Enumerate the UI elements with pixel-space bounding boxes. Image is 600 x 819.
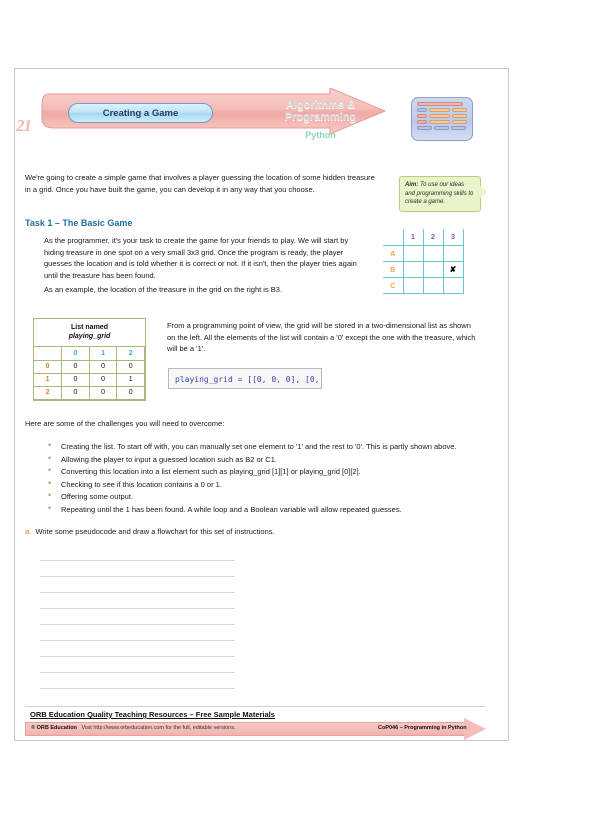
- list-col-header: 2: [117, 347, 145, 360]
- answer-line[interactable]: [40, 545, 235, 561]
- list-cell: 0: [89, 373, 117, 386]
- list-cell: 0: [62, 360, 90, 373]
- list-col-header: 0: [62, 347, 90, 360]
- list-table-title-line1: List named: [71, 324, 108, 331]
- grid-cell: [423, 245, 443, 261]
- grid-cell: [443, 277, 463, 293]
- grid-cell-treasure-mark: ✘: [443, 261, 463, 277]
- subject-label: Algorithms & Programming: [284, 99, 357, 123]
- list-item: • Checking to see if this location contains a 0 or 1.: [46, 479, 491, 491]
- grid-cell: [403, 245, 423, 261]
- footer-visit-text: Visit http://www.orbeducation.com for the full, editable versions.: [81, 725, 236, 731]
- list-cell: 1: [117, 373, 145, 386]
- question-letter: a.: [25, 527, 32, 536]
- footer-doc-code: CoP046 – Programming in Python: [378, 725, 467, 731]
- list-cell: 0: [89, 360, 117, 373]
- challenges-list: [46, 441, 491, 516]
- two-dimensional-list-paragraph: From a programming point of view, the grid will be stored in a two-dimensional list as shown on the left. All the elements of the list will contain a '0' except the one with the treasure, which will be a '1'.: [167, 321, 476, 353]
- list-cell: 0: [62, 386, 90, 399]
- list-cell: 0: [89, 386, 117, 399]
- answer-line[interactable]: [40, 609, 235, 625]
- answer-line[interactable]: [40, 593, 235, 609]
- table-row: [34, 386, 145, 399]
- intro-paragraph: We're going to create a simple game that involves a player guessing the location of some hidden treasure in a grid. Once you have built the game, you can develop it in any way that you choose.: [25, 173, 375, 194]
- list-row-header: 1: [34, 373, 62, 386]
- aim-callout-tail: [480, 186, 487, 198]
- grid-col-header: 3: [443, 229, 463, 245]
- grid-cell: [423, 277, 443, 293]
- list-item: • Offering some output.: [46, 491, 491, 503]
- table-row: [34, 373, 145, 386]
- list-cell: 0: [117, 360, 145, 373]
- table-row: [34, 360, 145, 373]
- answer-line[interactable]: [40, 577, 235, 593]
- table-row: [34, 347, 145, 360]
- grid-col-header: 2: [423, 229, 443, 245]
- answer-line[interactable]: [40, 561, 235, 577]
- grid-row-header: A: [383, 245, 403, 261]
- grid-corner-cell: [383, 229, 403, 245]
- table-row: [383, 277, 463, 293]
- answer-line[interactable]: [40, 673, 235, 689]
- list-table-title: [34, 319, 145, 347]
- playing-grid-table: [34, 347, 145, 400]
- list-row-header: 2: [34, 386, 62, 399]
- list-cell: 0: [117, 386, 145, 399]
- task1-example: As an example, the location of the treasure in the grid on the right is B3.: [44, 285, 283, 294]
- flowchart-diagram-icon: [411, 97, 473, 141]
- footer-divider: [25, 706, 485, 707]
- list-corner-cell: [34, 347, 62, 360]
- page-title: Creating a Game: [102, 107, 179, 119]
- list-col-header: 1: [89, 347, 117, 360]
- treasure-grid-table: [383, 229, 464, 294]
- code-snippet-box: [168, 368, 322, 389]
- footer-title: ORB Education Quality Teaching Resources – Free Sample Materials: [30, 710, 275, 719]
- task1-paragraph: As the programmer, it's your task to create the game for your friends to play. We will start by hiding treasure in one spot on a very small 3x3 grid. Once the program is ready, the player guesses the location and is told whether it is correct or not. If it isn't, then the player tries again until the treasure has been found.: [44, 236, 357, 280]
- aim-callout: [399, 176, 481, 212]
- list-item: • Repeating until the 1 has been found. A while loop and a Boolean variable will allow repeated guesses.: [46, 504, 491, 516]
- answer-line[interactable]: [40, 625, 235, 641]
- answer-lines[interactable]: [40, 545, 235, 689]
- answer-line[interactable]: [40, 641, 235, 657]
- playing-grid-list-box: [33, 318, 146, 401]
- aim-label: Aim:: [405, 182, 419, 188]
- grid-col-header: 1: [403, 229, 423, 245]
- lesson-title-pill: [68, 103, 213, 123]
- list-cell: 0: [62, 373, 90, 386]
- aim-text: To use our ideas and programming skills to create a game.: [405, 182, 474, 205]
- question-a: [25, 527, 275, 536]
- grid-cell: [403, 277, 423, 293]
- task1-heading: Task 1 – The Basic Game: [25, 218, 133, 228]
- footer-arrow-icon: [464, 718, 486, 740]
- footer-copyright: [31, 725, 236, 731]
- code-snippet-text: playing_grid = [[0, 0, 0], [0,: [175, 375, 320, 384]
- list-item: • Converting this location into a list element such as playing_grid [1][1] or playing_grid [0][2].: [46, 466, 491, 478]
- table-row: [383, 229, 463, 245]
- list-row-header: 0: [34, 360, 62, 373]
- table-row: [383, 245, 463, 261]
- grid-cell: [403, 261, 423, 277]
- list-item: • Creating the list. To start off with, you can manually set one element to '1' and the rest to '0'. This is partly shown above.: [46, 441, 491, 453]
- answer-line[interactable]: [40, 657, 235, 673]
- list-item: • Allowing the player to input a guessed location such as B2 or C1.: [46, 454, 491, 466]
- grid-row-header: C: [383, 277, 403, 293]
- list-table-title-line2: playing_grid: [68, 333, 111, 340]
- grid-cell: [443, 245, 463, 261]
- footer-copyright-holder: © ORB Education: [31, 725, 77, 731]
- table-row: [383, 261, 463, 277]
- language-label: Python: [305, 130, 336, 140]
- challenges-lead: Here are some of the challenges you will need to overcome:: [25, 419, 225, 428]
- grid-cell: [423, 261, 443, 277]
- question-text: Write some pseudocode and draw a flowchart for this set of instructions.: [35, 527, 275, 536]
- unit-number: 21: [16, 116, 31, 135]
- grid-row-header: B: [383, 261, 403, 277]
